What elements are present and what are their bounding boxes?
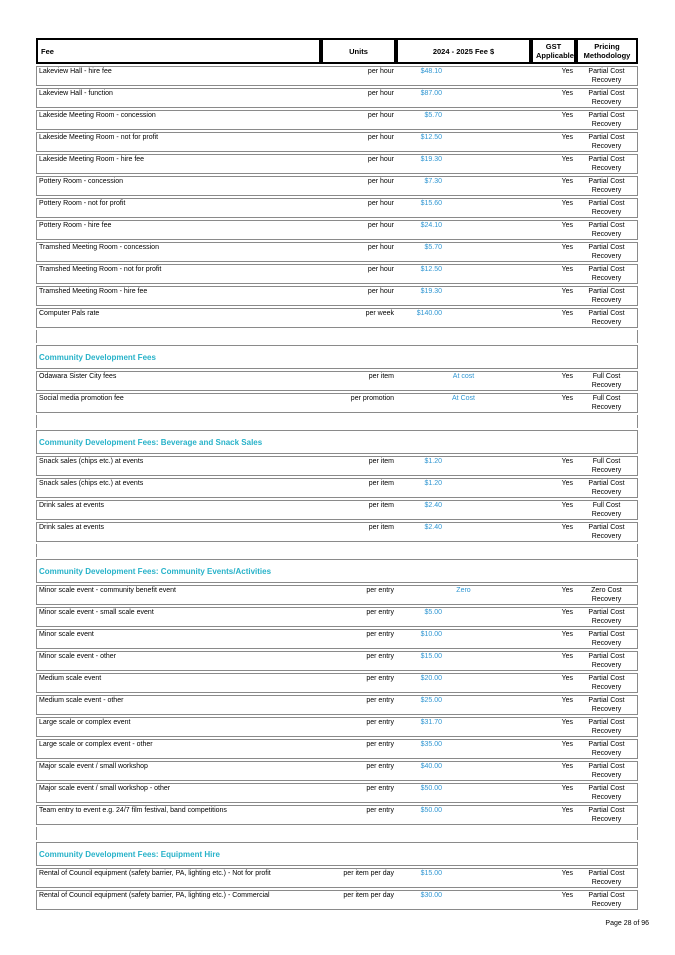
units-cell: per item [321, 522, 396, 542]
fee-row [36, 522, 638, 542]
fee-amount-value: $2.40 [424, 502, 442, 509]
fee-name-cell: Pottery Room - hire fee [36, 220, 321, 240]
gst-applicable-cell: Yes [531, 805, 576, 825]
fee-row [36, 761, 638, 781]
pricing-methodology-cell: Partial Cost Recovery [576, 717, 638, 737]
fee-amount-cell [396, 522, 531, 542]
fee-name-cell: Drink sales at events [36, 522, 321, 542]
fee-amount-cell [396, 761, 531, 781]
fee-name-cell: Rental of Council equipment (safety barrier, PA, lighting etc.) - Not for profit [36, 868, 321, 888]
fee-row [36, 585, 638, 605]
fee-amount-cell [396, 868, 531, 888]
pricing-methodology-cell: Full Cost Recovery [576, 393, 638, 413]
fee-amount-cell [396, 242, 531, 262]
fee-row [36, 478, 638, 498]
fee-amount-value: $7.30 [424, 178, 442, 185]
fee-row [36, 371, 638, 391]
units-cell: per item [321, 456, 396, 476]
spacer-row [36, 544, 638, 557]
pricing-methodology-cell: Partial Cost Recovery [576, 695, 638, 715]
units-cell: per entry [321, 761, 396, 781]
gst-applicable-cell: Yes [531, 695, 576, 715]
fee-name-cell: Medium scale event [36, 673, 321, 693]
fee-name-cell: Snack sales (chips etc.) at events [36, 456, 321, 476]
section-header-row [36, 430, 638, 454]
pricing-methodology-cell: Partial Cost Recovery [576, 868, 638, 888]
gst-applicable-cell: Yes [531, 629, 576, 649]
fee-name-cell: Large scale or complex event - other [36, 739, 321, 759]
pricing-methodology-cell: Partial Cost Recovery [576, 478, 638, 498]
fee-amount-cell [396, 132, 531, 152]
pricing-methodology-cell: Partial Cost Recovery [576, 66, 638, 86]
gst-applicable-cell: Yes [531, 783, 576, 803]
units-cell: per entry [321, 607, 396, 627]
fee-amount-value: $1.20 [424, 480, 442, 487]
gst-applicable-cell: Yes [531, 286, 576, 306]
fee-amount-value: $12.50 [420, 134, 442, 141]
gst-applicable-cell: Yes [531, 522, 576, 542]
spacer-row [36, 827, 638, 840]
fee-name-cell: Lakeside Meeting Room - concession [36, 110, 321, 130]
fee-amount-cell [396, 717, 531, 737]
fee-amount-value: $5.70 [424, 112, 442, 119]
page-number: Page 28 of 96 [605, 920, 649, 927]
fee-amount-cell [396, 805, 531, 825]
pricing-methodology-cell: Zero Cost Recovery [576, 585, 638, 605]
pricing-methodology-cell: Partial Cost Recovery [576, 522, 638, 542]
fee-row [36, 456, 638, 476]
fee-table-body [36, 66, 638, 910]
units-cell: per hour [321, 220, 396, 240]
fee-amount-cell [396, 783, 531, 803]
units-cell: per hour [321, 264, 396, 284]
gst-applicable-cell: Yes [531, 242, 576, 262]
fee-name-cell: Team entry to event e.g. 24/7 film festival, band competitions [36, 805, 321, 825]
fee-amount-value: $25.00 [420, 697, 442, 704]
section-header-title: Community Development Fees: Equipment Hire [36, 842, 638, 866]
fee-row [36, 154, 638, 174]
fee-amount-value: $15.00 [420, 870, 442, 877]
spacer-cell [36, 415, 638, 428]
gst-applicable-cell: Yes [531, 198, 576, 218]
units-cell: per week [321, 308, 396, 328]
units-cell: per entry [321, 651, 396, 671]
gst-applicable-cell: Yes [531, 220, 576, 240]
fee-name-cell: Lakeview Hall - function [36, 88, 321, 108]
fee-amount-value: $10.00 [420, 631, 442, 638]
fee-amount-cell: At cost [396, 371, 531, 391]
fee-name-cell: Lakeview Hall - hire fee [36, 66, 321, 86]
fee-row [36, 88, 638, 108]
fee-amount-cell [396, 110, 531, 130]
pricing-methodology-cell: Partial Cost Recovery [576, 176, 638, 196]
fee-row [36, 783, 638, 803]
fee-row [36, 607, 638, 627]
gst-applicable-cell: Yes [531, 739, 576, 759]
fee-amount-cell [396, 220, 531, 240]
units-cell: per entry [321, 695, 396, 715]
fee-amount-value: $15.00 [420, 653, 442, 660]
spacer-row [36, 330, 638, 343]
fee-amount-cell: Zero [396, 585, 531, 605]
fee-amount-cell [396, 695, 531, 715]
fee-name-cell: Pottery Room - not for profit [36, 198, 321, 218]
fee-amount-value: $140.00 [416, 310, 442, 317]
fee-amount-cell [396, 629, 531, 649]
units-cell: per hour [321, 154, 396, 174]
fee-name-cell: Tramshed Meeting Room - concession [36, 242, 321, 262]
pricing-methodology-cell: Partial Cost Recovery [576, 761, 638, 781]
fee-amount-value: $50.00 [420, 807, 442, 814]
gst-applicable-cell: Yes [531, 761, 576, 781]
units-cell: per item [321, 371, 396, 391]
fee-row [36, 393, 638, 413]
fee-row [36, 308, 638, 328]
section-header-title: Community Development Fees [36, 345, 638, 369]
fee-name-cell: Minor scale event - community benefit event [36, 585, 321, 605]
fee-row [36, 110, 638, 130]
gst-applicable-cell: Yes [531, 717, 576, 737]
gst-applicable-cell: Yes [531, 673, 576, 693]
units-cell: per item per day [321, 890, 396, 910]
fee-row [36, 890, 638, 910]
units-cell: per entry [321, 673, 396, 693]
gst-applicable-cell: Yes [531, 66, 576, 86]
units-cell: per entry [321, 739, 396, 759]
fee-name-cell: Pottery Room - concession [36, 176, 321, 196]
gst-applicable-cell: Yes [531, 88, 576, 108]
fee-row [36, 673, 638, 693]
pricing-methodology-cell: Partial Cost Recovery [576, 308, 638, 328]
gst-applicable-cell: Yes [531, 264, 576, 284]
fee-amount-value: $2.40 [424, 524, 442, 531]
fee-table-header [36, 38, 638, 64]
fee-amount-value: $5.00 [424, 609, 442, 616]
gst-applicable-cell: Yes [531, 371, 576, 391]
spacer-row [36, 415, 638, 428]
fee-amount-value: $87.00 [420, 90, 442, 97]
pricing-methodology-cell: Partial Cost Recovery [576, 651, 638, 671]
fee-row [36, 629, 638, 649]
units-cell: per entry [321, 805, 396, 825]
fee-table [36, 36, 638, 912]
pricing-methodology-cell: Partial Cost Recovery [576, 264, 638, 284]
fee-name-cell: Tramshed Meeting Room - not for profit [36, 264, 321, 284]
fee-amount-cell [396, 478, 531, 498]
fee-amount-value: $19.30 [420, 288, 442, 295]
section-header-row [36, 842, 638, 866]
units-cell: per item [321, 478, 396, 498]
fee-name-cell: Minor scale event [36, 629, 321, 649]
units-cell: per entry [321, 585, 396, 605]
section-header-title: Community Development Fees: Beverage and Snack Sales [36, 430, 638, 454]
gst-applicable-cell: Yes [531, 456, 576, 476]
units-cell: per item [321, 500, 396, 520]
fee-row [36, 264, 638, 284]
fee-amount-cell [396, 739, 531, 759]
fee-row [36, 176, 638, 196]
pricing-methodology-cell: Partial Cost Recovery [576, 220, 638, 240]
fee-name-cell: Major scale event / small workshop [36, 761, 321, 781]
fee-name-cell: Social media promotion fee [36, 393, 321, 413]
fee-amount-cell [396, 154, 531, 174]
gst-applicable-cell: Yes [531, 176, 576, 196]
col-header-pricing: Pricing Methodology [576, 38, 638, 64]
pricing-methodology-cell: Partial Cost Recovery [576, 242, 638, 262]
fee-amount-cell [396, 264, 531, 284]
fee-name-cell: Snack sales (chips etc.) at events [36, 478, 321, 498]
fee-amount-cell [396, 198, 531, 218]
fee-name-cell: Minor scale event - small scale event [36, 607, 321, 627]
fee-row [36, 198, 638, 218]
gst-applicable-cell: Yes [531, 132, 576, 152]
gst-applicable-cell: Yes [531, 308, 576, 328]
gst-applicable-cell: Yes [531, 890, 576, 910]
fee-name-cell: Computer Pals rate [36, 308, 321, 328]
pricing-methodology-cell: Partial Cost Recovery [576, 286, 638, 306]
units-cell: per hour [321, 132, 396, 152]
gst-applicable-cell: Yes [531, 868, 576, 888]
fee-row [36, 132, 638, 152]
fee-amount-cell [396, 286, 531, 306]
spacer-cell [36, 827, 638, 840]
pricing-methodology-cell: Partial Cost Recovery [576, 88, 638, 108]
fee-row [36, 805, 638, 825]
spacer-cell [36, 330, 638, 343]
fee-name-cell: Tramshed Meeting Room - hire fee [36, 286, 321, 306]
fee-amount-cell: At Cost [396, 393, 531, 413]
fee-name-cell: Large scale or complex event [36, 717, 321, 737]
col-header-units: Units [321, 38, 396, 64]
fee-amount-value: $48.10 [420, 68, 442, 75]
pricing-methodology-cell: Full Cost Recovery [576, 456, 638, 476]
fee-row [36, 695, 638, 715]
units-cell: per entry [321, 717, 396, 737]
fee-amount-value: $19.30 [420, 156, 442, 163]
pricing-methodology-cell: Partial Cost Recovery [576, 890, 638, 910]
fee-amount-cell [396, 66, 531, 86]
pricing-methodology-cell: Partial Cost Recovery [576, 132, 638, 152]
col-header-fee-amount: 2024 - 2025 Fee $ [396, 38, 531, 64]
pricing-methodology-cell: Partial Cost Recovery [576, 805, 638, 825]
gst-applicable-cell: Yes [531, 500, 576, 520]
fee-amount-cell [396, 176, 531, 196]
section-header-row [36, 345, 638, 369]
fee-amount-cell [396, 500, 531, 520]
units-cell: per hour [321, 198, 396, 218]
fee-name-cell: Minor scale event - other [36, 651, 321, 671]
fee-amount-value: $35.00 [420, 741, 442, 748]
fee-amount-value: $5.70 [424, 244, 442, 251]
fee-amount-cell [396, 607, 531, 627]
gst-applicable-cell: Yes [531, 393, 576, 413]
fee-row [36, 242, 638, 262]
fee-amount-value: $1.20 [424, 458, 442, 465]
fee-amount-value: $15.60 [420, 200, 442, 207]
units-cell: per hour [321, 110, 396, 130]
pricing-methodology-cell: Partial Cost Recovery [576, 198, 638, 218]
units-cell: per entry [321, 783, 396, 803]
pricing-methodology-cell: Partial Cost Recovery [576, 739, 638, 759]
units-cell: per hour [321, 88, 396, 108]
fee-amount-value: $40.00 [420, 763, 442, 770]
fee-amount-value: $24.10 [420, 222, 442, 229]
pricing-methodology-cell: Partial Cost Recovery [576, 607, 638, 627]
fee-amount-cell [396, 88, 531, 108]
spacer-cell [36, 544, 638, 557]
units-cell: per hour [321, 286, 396, 306]
fee-name-cell: Lakeside Meeting Room - not for profit [36, 132, 321, 152]
gst-applicable-cell: Yes [531, 478, 576, 498]
gst-applicable-cell: Yes [531, 651, 576, 671]
pricing-methodology-cell: Full Cost Recovery [576, 371, 638, 391]
fee-name-cell: Medium scale event - other [36, 695, 321, 715]
units-cell: per hour [321, 66, 396, 86]
fee-row [36, 66, 638, 86]
fee-name-cell: Lakeside Meeting Room - hire fee [36, 154, 321, 174]
fee-name-cell: Odawara Sister City fees [36, 371, 321, 391]
fee-amount-cell [396, 456, 531, 476]
fee-name-cell: Drink sales at events [36, 500, 321, 520]
fee-amount-value: $12.50 [420, 266, 442, 273]
units-cell: per entry [321, 629, 396, 649]
gst-applicable-cell: Yes [531, 154, 576, 174]
fee-row [36, 220, 638, 240]
fee-row [36, 286, 638, 306]
col-header-gst: GST Applicable [531, 38, 576, 64]
fee-amount-value: $20.00 [420, 675, 442, 682]
fee-amount-cell [396, 673, 531, 693]
fee-row [36, 500, 638, 520]
fee-amount-value: $50.00 [420, 785, 442, 792]
gst-applicable-cell: Yes [531, 110, 576, 130]
pricing-methodology-cell: Partial Cost Recovery [576, 110, 638, 130]
section-header-row [36, 559, 638, 583]
header-row [36, 38, 638, 64]
fee-name-cell: Major scale event / small workshop - other [36, 783, 321, 803]
pricing-methodology-cell: Partial Cost Recovery [576, 783, 638, 803]
fee-amount-value: $30.00 [420, 892, 442, 899]
gst-applicable-cell: Yes [531, 585, 576, 605]
fee-row [36, 868, 638, 888]
fee-amount-cell [396, 890, 531, 910]
fee-amount-value: $31.70 [420, 719, 442, 726]
section-header-title: Community Development Fees: Community Events/Activities [36, 559, 638, 583]
fee-row [36, 739, 638, 759]
pricing-methodology-cell: Full Cost Recovery [576, 500, 638, 520]
fee-name-cell: Rental of Council equipment (safety barrier, PA, lighting etc.) - Commercial [36, 890, 321, 910]
fee-amount-cell [396, 651, 531, 671]
units-cell: per hour [321, 176, 396, 196]
pricing-methodology-cell: Partial Cost Recovery [576, 154, 638, 174]
pricing-methodology-cell: Partial Cost Recovery [576, 673, 638, 693]
gst-applicable-cell: Yes [531, 607, 576, 627]
fee-row [36, 651, 638, 671]
fee-row [36, 717, 638, 737]
col-header-fee: Fee [36, 38, 321, 64]
pricing-methodology-cell: Partial Cost Recovery [576, 629, 638, 649]
fee-amount-cell [396, 308, 531, 328]
units-cell: per hour [321, 242, 396, 262]
units-cell: per promotion [321, 393, 396, 413]
units-cell: per item per day [321, 868, 396, 888]
